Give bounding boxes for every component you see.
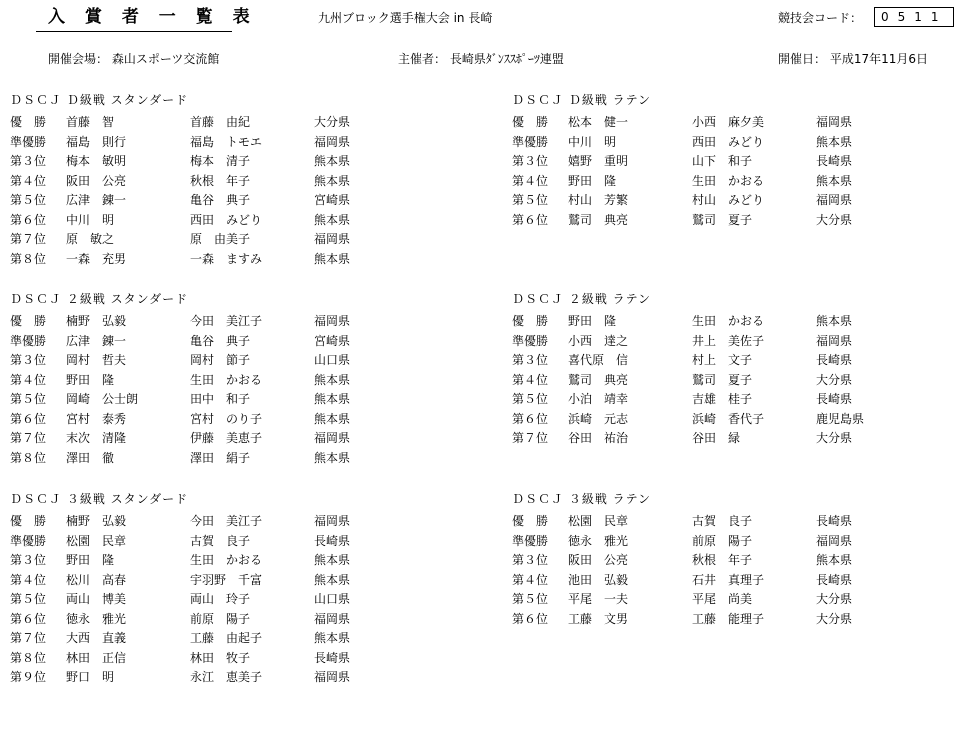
prefecture: 熊本県 bbox=[314, 392, 351, 406]
organizer: 主催者： 長崎県ﾀﾞﾝｽｽﾎﾟｰﾂ連盟 bbox=[398, 52, 564, 66]
result-row bbox=[10, 551, 450, 570]
female-partner: 宇羽野 千富 bbox=[190, 572, 263, 587]
female-partner: 谷田 緑 bbox=[692, 431, 741, 445]
result-row bbox=[10, 133, 450, 152]
prefecture: 長崎県 bbox=[314, 650, 351, 665]
section-title: ＤＳＣＪ ２級戦 スタンダード bbox=[10, 292, 189, 306]
female-partner: 吉雄 桂子 bbox=[692, 392, 753, 406]
placement: 第６位 bbox=[512, 212, 549, 227]
placement: 優 勝 bbox=[512, 115, 549, 129]
female-partner: 小西 麻夕美 bbox=[692, 115, 765, 129]
prefecture: 長崎県 bbox=[816, 154, 853, 168]
result-row bbox=[10, 332, 450, 351]
placement: 優 勝 bbox=[10, 314, 47, 328]
placement: 準優勝 bbox=[512, 134, 549, 149]
result-row bbox=[10, 390, 450, 409]
result-row bbox=[10, 371, 450, 390]
male-partner: 両山 博美 bbox=[66, 592, 127, 606]
male-partner: 阪田 公亮 bbox=[66, 173, 127, 188]
section-title: ＤＳＣＪ ３級戦 スタンダード bbox=[10, 492, 189, 506]
placement: 第３位 bbox=[512, 353, 549, 367]
female-partner: 古賀 良子 bbox=[692, 514, 753, 528]
prefecture: 山口県 bbox=[314, 592, 351, 606]
male-partner: 首藤 智 bbox=[66, 115, 115, 129]
male-partner: 岡崎 公士朗 bbox=[66, 392, 139, 406]
prefecture: 宮崎県 bbox=[314, 193, 351, 207]
prefecture: 福岡県 bbox=[314, 232, 351, 246]
placement: 第８位 bbox=[10, 450, 47, 465]
prefecture: 熊本県 bbox=[314, 251, 351, 266]
male-partner: 中川 明 bbox=[568, 134, 617, 149]
female-partner: 鷲司 夏子 bbox=[692, 372, 753, 387]
prefecture: 福岡県 bbox=[816, 193, 853, 207]
prefecture: 熊本県 bbox=[816, 314, 853, 328]
female-partner: 宮村 のり子 bbox=[190, 411, 263, 426]
prefecture: 鹿児島県 bbox=[816, 411, 865, 426]
female-partner: 亀谷 典子 bbox=[190, 193, 251, 207]
result-row bbox=[10, 410, 450, 429]
placement: 第３位 bbox=[10, 154, 47, 168]
placement: 優 勝 bbox=[512, 314, 549, 328]
prefecture: 福岡県 bbox=[314, 314, 351, 328]
prefecture: 福岡県 bbox=[314, 514, 351, 528]
result-row bbox=[512, 571, 952, 590]
prefecture: 大分県 bbox=[816, 592, 853, 606]
placement: 第７位 bbox=[512, 431, 549, 445]
placement: 第３位 bbox=[512, 553, 549, 567]
male-partner: 平尾 一夫 bbox=[568, 592, 629, 606]
female-partner: 前原 陽子 bbox=[692, 533, 753, 548]
section-title: ＤＳＣＪ ３級戦 ラテン bbox=[512, 492, 652, 506]
male-partner: 野田 隆 bbox=[66, 553, 115, 567]
result-row bbox=[10, 629, 450, 648]
placement: 第８位 bbox=[10, 251, 47, 266]
placement: 準優勝 bbox=[10, 333, 47, 348]
placement: 第４位 bbox=[10, 572, 47, 587]
competition-code-box: 0511 bbox=[874, 7, 954, 27]
result-row bbox=[512, 512, 952, 531]
placement: 第３位 bbox=[512, 154, 549, 168]
male-partner: 一森 充男 bbox=[66, 251, 127, 266]
female-partner: 林田 牧子 bbox=[190, 650, 251, 665]
placement: 第５位 bbox=[512, 193, 549, 207]
placement: 準優勝 bbox=[512, 533, 549, 548]
prefecture: 福岡県 bbox=[314, 431, 351, 445]
prefecture: 宮崎県 bbox=[314, 333, 351, 348]
male-partner: 林田 正信 bbox=[66, 650, 127, 665]
placement: 第７位 bbox=[10, 631, 47, 645]
placement: 第５位 bbox=[10, 193, 47, 207]
placement: 第４位 bbox=[512, 173, 549, 188]
male-partner: 松本 健一 bbox=[568, 115, 629, 129]
prefecture: 熊本県 bbox=[314, 173, 351, 188]
prefecture: 長崎県 bbox=[816, 572, 853, 587]
result-row bbox=[10, 351, 450, 370]
female-partner: 両山 玲子 bbox=[190, 592, 251, 606]
prefecture: 大分県 bbox=[816, 212, 853, 227]
placement: 第６位 bbox=[512, 411, 549, 426]
result-row bbox=[10, 668, 450, 687]
competition-code-label: 競技会コード： bbox=[778, 11, 863, 25]
result-row bbox=[512, 332, 952, 351]
prefecture: 長崎県 bbox=[816, 514, 853, 528]
prefecture: 熊本県 bbox=[314, 372, 351, 387]
placement: 優 勝 bbox=[10, 115, 47, 129]
prefecture: 熊本県 bbox=[816, 553, 853, 567]
female-partner: 生田 かおる bbox=[190, 372, 263, 387]
placement: 優 勝 bbox=[10, 514, 47, 528]
male-partner: 澤田 徹 bbox=[66, 450, 115, 465]
female-partner: 古賀 良子 bbox=[190, 533, 251, 548]
title-underline bbox=[36, 31, 232, 32]
male-partner: 小泊 靖幸 bbox=[568, 392, 629, 406]
placement: 第３位 bbox=[10, 353, 47, 367]
female-partner: 田中 和子 bbox=[190, 392, 251, 406]
male-partner: 楠野 弘毅 bbox=[66, 314, 127, 328]
result-row bbox=[512, 390, 952, 409]
result-row bbox=[10, 211, 450, 230]
male-partner: 梅本 敏明 bbox=[66, 154, 127, 168]
placement: 準優勝 bbox=[10, 533, 47, 548]
result-row bbox=[10, 429, 450, 448]
placement: 第４位 bbox=[512, 372, 549, 387]
result-row bbox=[512, 211, 952, 230]
female-partner: 亀谷 典子 bbox=[190, 333, 251, 348]
prefecture: 熊本県 bbox=[314, 572, 351, 587]
male-partner: 野田 隆 bbox=[568, 314, 617, 328]
section-title: ＤＳＣＪ ２級戦 ラテン bbox=[512, 292, 652, 306]
female-partner: 永江 恵美子 bbox=[190, 670, 263, 684]
prefecture: 熊本県 bbox=[314, 450, 351, 465]
female-partner: 西田 みどり bbox=[692, 134, 765, 149]
female-partner: 澤田 絹子 bbox=[190, 450, 251, 465]
male-partner: 松川 高春 bbox=[66, 572, 127, 587]
placement: 第３位 bbox=[10, 553, 47, 567]
result-row bbox=[512, 133, 952, 152]
placement: 第５位 bbox=[512, 592, 549, 606]
prefecture: 熊本県 bbox=[314, 212, 351, 227]
male-partner: 野田 隆 bbox=[66, 372, 115, 387]
female-partner: 原 由美子 bbox=[190, 232, 251, 246]
result-row bbox=[512, 610, 952, 629]
result-row bbox=[10, 610, 450, 629]
event-title: 九州ブロック選手権大会 in 長崎 bbox=[318, 11, 493, 25]
placement: 第４位 bbox=[512, 572, 549, 587]
result-row bbox=[512, 312, 952, 331]
prefecture: 長崎県 bbox=[816, 392, 853, 406]
placement: 第４位 bbox=[10, 372, 47, 387]
female-partner: 浜崎 香代子 bbox=[692, 411, 765, 426]
female-partner: 今田 美江子 bbox=[190, 314, 263, 328]
prefecture: 長崎県 bbox=[816, 353, 853, 367]
placement: 第５位 bbox=[10, 592, 47, 606]
male-partner: 嬉野 重明 bbox=[568, 154, 629, 168]
male-partner: 徳永 雅光 bbox=[568, 533, 629, 548]
result-row bbox=[10, 250, 450, 269]
female-partner: 工藤 由起子 bbox=[190, 631, 263, 645]
female-partner: 福島 トモエ bbox=[190, 134, 263, 149]
male-partner: 楠野 弘毅 bbox=[66, 514, 127, 528]
male-partner: 原 敏之 bbox=[66, 232, 115, 246]
result-row bbox=[512, 113, 952, 132]
female-partner: 工藤 能理子 bbox=[692, 611, 765, 626]
female-partner: 石井 真理子 bbox=[692, 572, 765, 587]
placement: 第６位 bbox=[10, 611, 47, 626]
female-partner: 伊藤 美恵子 bbox=[190, 431, 263, 445]
placement: 第５位 bbox=[512, 392, 549, 406]
female-partner: 一森 ますみ bbox=[190, 251, 263, 266]
male-partner: 松園 民章 bbox=[66, 533, 127, 548]
result-row bbox=[10, 449, 450, 468]
prefecture: 熊本県 bbox=[314, 411, 351, 426]
result-row bbox=[512, 191, 952, 210]
prefecture: 大分県 bbox=[816, 611, 853, 626]
event-date: 開催日： 平成17年11月6日 bbox=[778, 52, 928, 66]
female-partner: 村上 文子 bbox=[692, 353, 753, 367]
female-partner: 生田 かおる bbox=[692, 173, 765, 188]
prefecture: 福岡県 bbox=[816, 333, 853, 348]
prefecture: 福岡県 bbox=[314, 134, 351, 149]
female-partner: 井上 美佐子 bbox=[692, 333, 765, 348]
prefecture: 福岡県 bbox=[816, 115, 853, 129]
prefecture: 熊本県 bbox=[314, 631, 351, 645]
prefecture: 福岡県 bbox=[816, 533, 853, 548]
male-partner: 村山 芳繁 bbox=[568, 193, 629, 207]
placement: 第９位 bbox=[10, 670, 47, 684]
result-row bbox=[10, 152, 450, 171]
section-title: ＤＳＣＪ Ｄ級戦 スタンダード bbox=[10, 93, 189, 107]
result-row bbox=[512, 590, 952, 609]
placement: 準優勝 bbox=[512, 333, 549, 348]
female-partner: 村山 みどり bbox=[692, 193, 765, 207]
result-row bbox=[10, 571, 450, 590]
prefecture: 福岡県 bbox=[314, 670, 351, 684]
prefecture: 長崎県 bbox=[314, 533, 351, 548]
male-partner: 鷲司 典亮 bbox=[568, 212, 629, 227]
result-row bbox=[10, 230, 450, 249]
result-row bbox=[512, 351, 952, 370]
male-partner: 岡村 哲夫 bbox=[66, 353, 127, 367]
male-partner: 末次 清隆 bbox=[66, 431, 127, 445]
prefecture: 大分県 bbox=[314, 115, 351, 129]
placement: 第６位 bbox=[10, 212, 47, 227]
male-partner: 野口 明 bbox=[66, 670, 115, 684]
result-row bbox=[512, 410, 952, 429]
female-partner: 秋根 年子 bbox=[692, 553, 753, 567]
female-partner: 西田 みどり bbox=[190, 212, 263, 227]
result-row bbox=[512, 172, 952, 191]
male-partner: 谷田 祐治 bbox=[568, 431, 629, 445]
prefecture: 熊本県 bbox=[314, 553, 351, 567]
female-partner: 秋根 年子 bbox=[190, 173, 251, 188]
placement: 優 勝 bbox=[512, 514, 549, 528]
result-row bbox=[10, 191, 450, 210]
male-partner: 野田 隆 bbox=[568, 173, 617, 188]
placement: 第７位 bbox=[10, 431, 47, 445]
result-row bbox=[10, 590, 450, 609]
result-row bbox=[512, 532, 952, 551]
male-partner: 工藤 文男 bbox=[568, 611, 629, 626]
female-partner: 鷲司 夏子 bbox=[692, 212, 753, 227]
placement: 第８位 bbox=[10, 650, 47, 665]
prefecture: 大分県 bbox=[816, 431, 853, 445]
placement: 第６位 bbox=[512, 611, 549, 626]
male-partner: 松園 民章 bbox=[568, 514, 629, 528]
placement: 第５位 bbox=[10, 392, 47, 406]
prefecture: 熊本県 bbox=[314, 154, 351, 168]
result-row bbox=[10, 532, 450, 551]
male-partner: 小西 達之 bbox=[568, 333, 629, 348]
female-partner: 岡村 節子 bbox=[190, 353, 251, 367]
male-partner: 福島 則行 bbox=[66, 134, 127, 149]
prefecture: 山口県 bbox=[314, 353, 351, 367]
male-partner: 池田 弘毅 bbox=[568, 572, 629, 587]
male-partner: 宮村 泰秀 bbox=[66, 411, 127, 426]
prefecture: 熊本県 bbox=[816, 173, 853, 188]
placement: 第４位 bbox=[10, 173, 47, 188]
female-partner: 前原 陽子 bbox=[190, 611, 251, 626]
male-partner: 大西 直義 bbox=[66, 631, 127, 645]
male-partner: 浜崎 元志 bbox=[568, 411, 629, 426]
result-row bbox=[10, 649, 450, 668]
placement: 準優勝 bbox=[10, 134, 47, 149]
female-partner: 首藤 由紀 bbox=[190, 115, 251, 129]
placement: 第７位 bbox=[10, 232, 47, 246]
result-row bbox=[512, 429, 952, 448]
male-partner: 鷲司 典亮 bbox=[568, 372, 629, 387]
result-row bbox=[10, 113, 450, 132]
result-row bbox=[512, 551, 952, 570]
female-partner: 山下 和子 bbox=[692, 154, 753, 168]
male-partner: 徳永 雅光 bbox=[66, 611, 127, 626]
female-partner: 平尾 尚美 bbox=[692, 592, 753, 606]
prefecture: 大分県 bbox=[816, 372, 853, 387]
male-partner: 広津 錬一 bbox=[66, 333, 127, 348]
female-partner: 梅本 清子 bbox=[190, 154, 251, 168]
result-row bbox=[512, 152, 952, 171]
male-partner: 喜代原 信 bbox=[568, 353, 629, 367]
male-partner: 広津 錬一 bbox=[66, 193, 127, 207]
result-row bbox=[10, 512, 450, 531]
female-partner: 生田 かおる bbox=[190, 553, 263, 567]
male-partner: 中川 明 bbox=[66, 212, 115, 227]
prefecture: 福岡県 bbox=[314, 611, 351, 626]
placement: 第６位 bbox=[10, 411, 47, 426]
result-row bbox=[10, 312, 450, 331]
section-title: ＤＳＣＪ Ｄ級戦 ラテン bbox=[512, 93, 652, 107]
female-partner: 今田 美江子 bbox=[190, 514, 263, 528]
result-row bbox=[512, 371, 952, 390]
male-partner: 阪田 公亮 bbox=[568, 553, 629, 567]
venue: 開催会場： 森山スポーツ交流館 bbox=[48, 52, 220, 66]
female-partner: 生田 かおる bbox=[692, 314, 765, 328]
prefecture: 熊本県 bbox=[816, 134, 853, 149]
document-title: 入 賞 者 一 覧 表 bbox=[48, 7, 257, 27]
result-row bbox=[10, 172, 450, 191]
